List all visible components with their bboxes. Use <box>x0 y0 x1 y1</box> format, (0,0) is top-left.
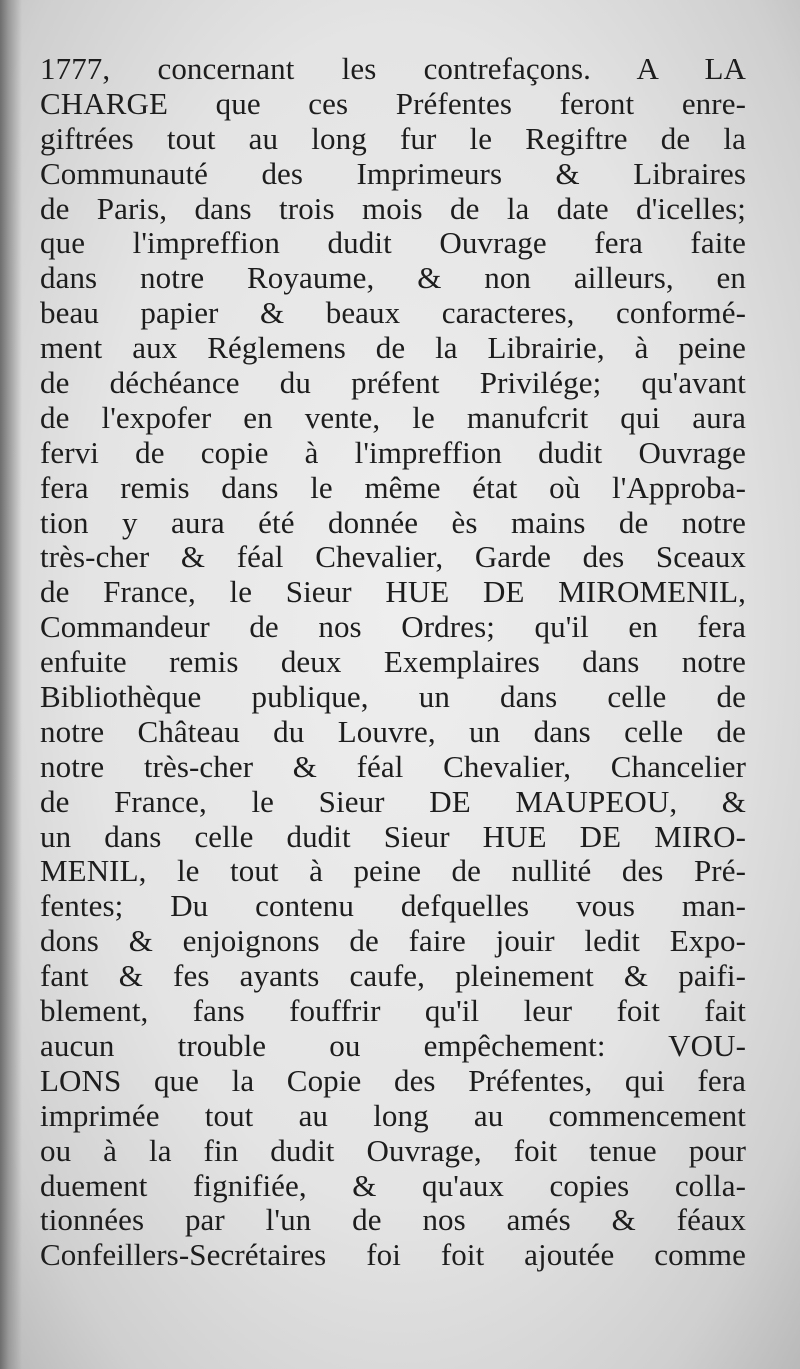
text-line: notre très-cher & féal Chevalier, Chancelier <box>40 748 746 784</box>
text-line: CHARGE que ces Préfentes feront enre- <box>40 85 746 121</box>
text-line: de France, le Sieur HUE DE MIROMENIL, <box>40 574 746 610</box>
text-line: MENIL, le tout à peine de nullité des Pré- <box>40 853 746 889</box>
text-line: aucun trouble ou empêchement: VOU- <box>40 1027 746 1063</box>
text-line: un dans celle dudit Sieur HUE DE MIRO- <box>40 818 746 854</box>
text-line: dans notre Royaume, & non ailleurs, en <box>40 260 746 296</box>
text-line: beau papier & beaux caracteres, conformé- <box>40 295 746 331</box>
text-line: 1777, concernant les contrefaçons. A LA <box>40 51 746 86</box>
text-line: Communauté des Imprimeurs & Libraires <box>40 155 746 191</box>
text-line: ou à la fin dudit Ouvrage, foit tenue pour <box>40 1132 746 1168</box>
text-line: de Paris, dans trois mois de la date d'icelles; <box>40 190 746 226</box>
body-text <box>40 52 746 1273</box>
text-line: blement, fans fouffrir qu'il leur foit fait <box>40 993 746 1029</box>
text-line: imprimée tout au long au commencement <box>40 1097 746 1133</box>
text-line: Confeillers-Secrétaires foi foit ajoutée comme <box>40 1237 746 1273</box>
text-line: duement fignifiée, & qu'aux copies colla- <box>40 1167 746 1203</box>
text-line: enfuite remis deux Exemplaires dans notre <box>40 644 746 680</box>
text-line: dons & enjoignons de faire jouir ledit Expo- <box>40 923 746 959</box>
text-line: tionnées par l'un de nos amés & féaux <box>40 1202 746 1238</box>
text-line: Commandeur de nos Ordres; qu'il en fera <box>40 609 746 645</box>
text-line: LONS que la Copie des Préfentes, qui fera <box>40 1062 746 1098</box>
text-line: que l'impreffion dudit Ouvrage fera faite <box>40 225 746 261</box>
text-line: fera remis dans le même état où l'Approba- <box>40 469 746 505</box>
text-line: Bibliothèque publique, un dans celle de <box>40 679 746 715</box>
text-line: fant & fes ayants caufe, pleinement & paifi- <box>40 958 746 994</box>
text-line: fentes; Du contenu defquelles vous man- <box>40 888 746 924</box>
text-line: de déchéance du préfent Privilége; qu'avant <box>40 365 746 401</box>
text-line: ment aux Réglemens de la Librairie, à peine <box>40 330 746 366</box>
text-line: fervi de copie à l'impreffion dudit Ouvrage <box>40 434 746 470</box>
text-line: tion y aura été donnée ès mains de notre <box>40 504 746 540</box>
text-line: notre Château du Louvre, un dans celle de <box>40 713 746 749</box>
text-line: de l'expofer en vente, le manufcrit qui aura <box>40 399 746 435</box>
page-gutter-shadow <box>0 0 22 1369</box>
text-line: de France, le Sieur DE MAUPEOU, & <box>40 783 746 819</box>
text-line: giftrées tout au long fur le Regiftre de la <box>40 120 746 156</box>
text-line: très-cher & féal Chevalier, Garde des Sceaux <box>40 539 746 575</box>
